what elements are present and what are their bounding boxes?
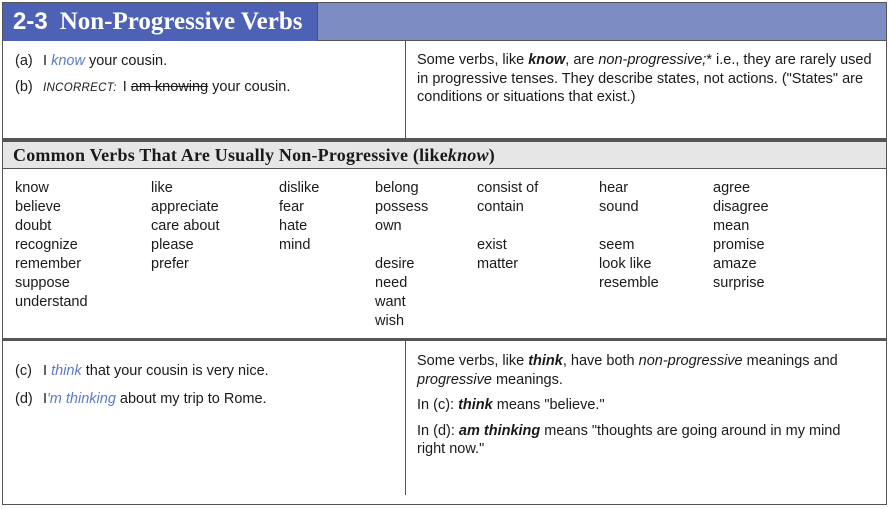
verb-grid bbox=[3, 169, 886, 341]
example-text: I bbox=[122, 79, 131, 95]
example-c bbox=[15, 361, 405, 381]
text-run: means "believe." bbox=[492, 397, 605, 413]
verb-item: hear bbox=[599, 180, 629, 196]
example-label: (d) bbox=[15, 391, 33, 407]
example-text: I bbox=[43, 391, 48, 407]
example-b bbox=[15, 77, 405, 98]
chart-page bbox=[2, 2, 887, 505]
verb-item: appreciate bbox=[151, 199, 219, 215]
example-label: (a) bbox=[15, 53, 33, 69]
verb-column bbox=[477, 179, 538, 274]
chart-header bbox=[3, 3, 886, 41]
keyword-italic: progressive bbox=[417, 371, 492, 388]
common-verbs-heading bbox=[3, 139, 886, 169]
keyword: think bbox=[528, 353, 563, 369]
text-run: Some verbs, like bbox=[417, 353, 529, 369]
example-text: your cousin. bbox=[84, 53, 168, 69]
verb-item: hate bbox=[279, 218, 308, 234]
example-text: I bbox=[43, 53, 52, 69]
example-text: your cousin. bbox=[208, 79, 291, 95]
verb-column bbox=[375, 179, 428, 331]
explanation-2-p3 bbox=[417, 422, 872, 459]
verb-item: look like bbox=[599, 256, 652, 272]
text-run: Some verbs, like bbox=[417, 52, 529, 68]
verb-item: remember bbox=[15, 256, 82, 272]
verb-item: belong bbox=[375, 180, 419, 196]
verb-item: please bbox=[151, 237, 194, 253]
verb-item: contain bbox=[477, 199, 524, 215]
verb-item: recognize bbox=[15, 237, 78, 253]
verb-item: prefer bbox=[151, 256, 189, 272]
verb-item: need bbox=[375, 275, 408, 291]
verb-item: consist of bbox=[477, 180, 539, 196]
verb-item: matter bbox=[477, 256, 519, 272]
verb-item: doubt bbox=[15, 218, 52, 234]
text-run: In (d): bbox=[417, 422, 459, 439]
verb-item bbox=[599, 217, 659, 236]
explanation-2-p2 bbox=[417, 396, 872, 415]
keyword: think bbox=[458, 397, 493, 413]
verb-item: fear bbox=[279, 199, 304, 215]
verb-item: know bbox=[15, 180, 49, 196]
text-run: In (c): bbox=[417, 397, 459, 413]
example-label: (b) bbox=[15, 79, 33, 95]
section-2-row bbox=[3, 341, 886, 495]
text-run: meanings. bbox=[491, 371, 563, 388]
keyword-italic: non-progressive; bbox=[598, 52, 707, 68]
heading-keyword: know bbox=[447, 144, 489, 165]
verb-item: suppose bbox=[15, 275, 70, 291]
section-1-row bbox=[3, 41, 886, 139]
verb-item: desire bbox=[375, 256, 415, 272]
verb-column bbox=[151, 179, 220, 274]
section-number: 2-3 bbox=[13, 7, 48, 35]
incorrect-tag: INCORRECT: bbox=[43, 82, 117, 94]
example-text: about my trip to Rome. bbox=[115, 391, 267, 407]
verb-column bbox=[713, 179, 769, 293]
example-text: that your cousin is very nice. bbox=[81, 363, 269, 379]
example-text: I bbox=[43, 363, 52, 379]
verb-item bbox=[375, 236, 428, 255]
text-run: , have both bbox=[562, 353, 639, 369]
verb-column bbox=[279, 179, 319, 255]
verb-item: wish bbox=[375, 313, 405, 329]
verb-item: like bbox=[151, 180, 173, 196]
verb-item: understand bbox=[15, 294, 88, 310]
verb-column bbox=[599, 179, 659, 293]
verb-item: exist bbox=[477, 237, 507, 253]
verb-item: surprise bbox=[713, 275, 765, 291]
title-box bbox=[3, 3, 318, 41]
verb-item: want bbox=[375, 294, 406, 310]
verb-item: dislike bbox=[279, 180, 320, 196]
example-label: (c) bbox=[15, 363, 32, 379]
verb-item: care about bbox=[151, 218, 220, 234]
text-run: , are bbox=[565, 52, 599, 68]
text-run: meanings and bbox=[742, 353, 838, 369]
explanation-1 bbox=[406, 41, 886, 138]
verb-item: mean bbox=[713, 218, 750, 234]
example-verb: know bbox=[51, 53, 85, 69]
verb-item: believe bbox=[15, 199, 61, 215]
verb-item: amaze bbox=[713, 256, 757, 272]
verb-item: promise bbox=[713, 237, 765, 253]
example-verb: think bbox=[51, 363, 82, 379]
example-a bbox=[15, 51, 405, 71]
heading-text: ) bbox=[488, 144, 495, 165]
verb-item: seem bbox=[599, 237, 635, 253]
explanation-2 bbox=[406, 341, 886, 495]
page-title: Non-Progressive Verbs bbox=[59, 7, 303, 35]
explanation-2-p1 bbox=[417, 352, 872, 389]
verb-item: resemble bbox=[599, 275, 659, 291]
verb-item: disagree bbox=[713, 199, 769, 215]
verb-item: sound bbox=[599, 199, 639, 215]
verb-item: mind bbox=[279, 237, 311, 253]
keyword: know bbox=[528, 52, 566, 68]
heading-text: Common Verbs That Are Usually Non-Progressive (like bbox=[13, 144, 448, 165]
keyword-italic: non-progressive bbox=[638, 353, 743, 369]
text-run: means "thoughts are going around in my mind right now." bbox=[417, 422, 841, 457]
verb-item: possess bbox=[375, 199, 429, 215]
examples-a-b bbox=[3, 41, 406, 138]
text-run: * i.e., they are rarely used in progressive tenses. They describe states, not actions. ("States" are conditions or situations that exist.) bbox=[417, 52, 872, 105]
struck-verb: am knowing bbox=[130, 79, 209, 95]
verb-item: agree bbox=[713, 180, 751, 196]
example-verb: 'm thinking bbox=[47, 391, 116, 407]
verb-item bbox=[477, 217, 538, 236]
verb-column bbox=[15, 179, 88, 312]
verb-item: own bbox=[375, 218, 402, 234]
example-d bbox=[15, 389, 405, 409]
keyword: am thinking bbox=[458, 422, 541, 439]
explanation-1-text bbox=[417, 51, 872, 107]
examples-c-d bbox=[3, 341, 406, 495]
